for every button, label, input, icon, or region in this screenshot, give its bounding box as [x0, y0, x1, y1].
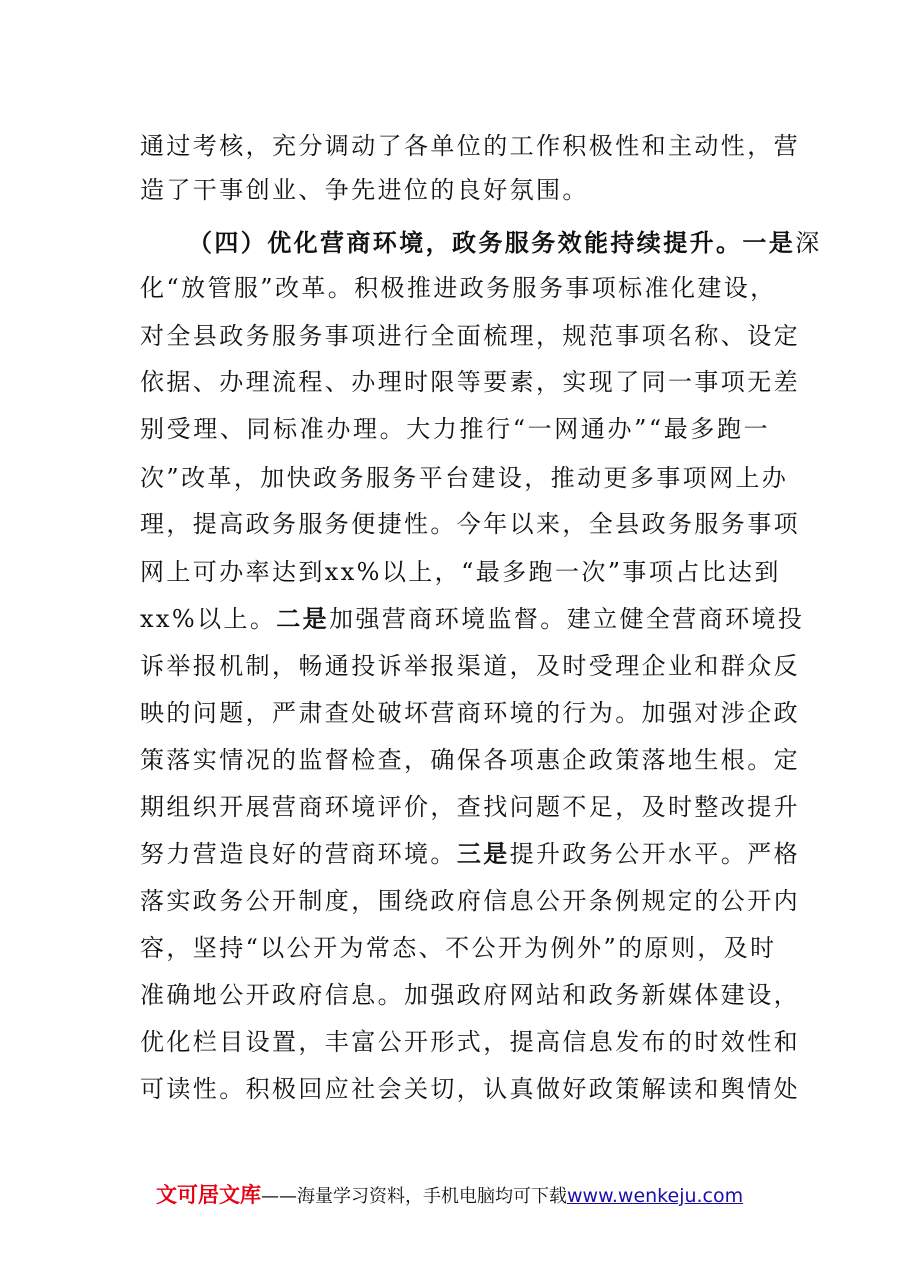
- body-line-4: 化“放管服”改革。积极推进政务服务事项标准化建设，: [140, 274, 777, 302]
- body-line-13: 映的问题，严肃查处破坏营商环境的行为。加强对涉企政: [140, 699, 800, 727]
- point-marker-3: 三是: [456, 839, 510, 868]
- footer-website-link[interactable]: www.wenkeju.com: [567, 1185, 744, 1207]
- body-line-6: 依据、办理流程、办理时限等要素，实现了同一事项无差: [140, 368, 800, 396]
- section-heading: （四）优化营商环境，政务服务效能持续提升。: [188, 228, 743, 257]
- line-11-rest: 加强营商环境监督。建立健全营商环境投: [329, 605, 805, 633]
- footer-brand: 文可居文库: [156, 1183, 261, 1207]
- footer-slogan: ——海量学习资料，手机电脑均可下载: [261, 1186, 567, 1207]
- body-line-1: 通过考核，充分调动了各单位的工作积极性和主动性，营: [140, 132, 800, 160]
- body-line-10: 网上可办率达到xx%以上，“最多跑一次”事项占比达到: [140, 558, 781, 586]
- body-line-18: 容，坚持“以公开为常态、不公开为例外”的原则，及时: [140, 934, 777, 962]
- body-line-12: 诉举报机制，畅通投诉举报渠道，及时受理企业和群众反: [140, 652, 800, 680]
- section-heading-line: [188, 220, 822, 266]
- body-line-19: 准确地公开政府信息。加强政府网站和政务新媒体建设，: [140, 981, 800, 1009]
- line-16-lead: 努力营造良好的营商环境。: [140, 840, 457, 868]
- point-marker-1: 一是: [742, 228, 796, 257]
- body-line-17: 落实政务公开制度，围绕政府信息公开条例规定的公开内: [140, 887, 800, 915]
- body-line-8: 次”改革，加快政务服务平台建设，推动更多事项网上办: [140, 464, 789, 492]
- line-16-rest: 提升政务公开水平。严格: [509, 840, 801, 868]
- body-line-21: 可读性。积极回应社会关切，认真做好政策解读和舆情处: [140, 1075, 800, 1103]
- footer-banner: [156, 1177, 743, 1213]
- body-line-9: 理，提高政务服务便捷性。今年以来，全县政务服务事项: [140, 510, 800, 538]
- body-line-2: 造了干事创业、争先进位的良好氛围。: [140, 176, 589, 204]
- body-line-16: [140, 831, 801, 877]
- body-line-15: 期组织开展营商环境评价，查找问题不足，及时整改提升: [140, 793, 800, 821]
- heading-line-tail: 深: [795, 229, 822, 257]
- body-line-7: 别受理、同标准办理。大力推行“一网通办”“最多跑一: [140, 415, 770, 443]
- body-line-5: 对全县政务服务事项进行全面梳理，规范事项名称、设定: [140, 322, 800, 350]
- line-11-lead: xx%以上。: [140, 605, 277, 633]
- point-marker-2: 二是: [276, 604, 330, 633]
- body-line-14: 策落实情况的监督检查，确保各项惠企政策落地生根。定: [140, 746, 800, 774]
- body-line-20: 优化栏目设置，丰富公开形式，提高信息发布的时效性和: [140, 1028, 800, 1056]
- body-line-11: [140, 596, 805, 642]
